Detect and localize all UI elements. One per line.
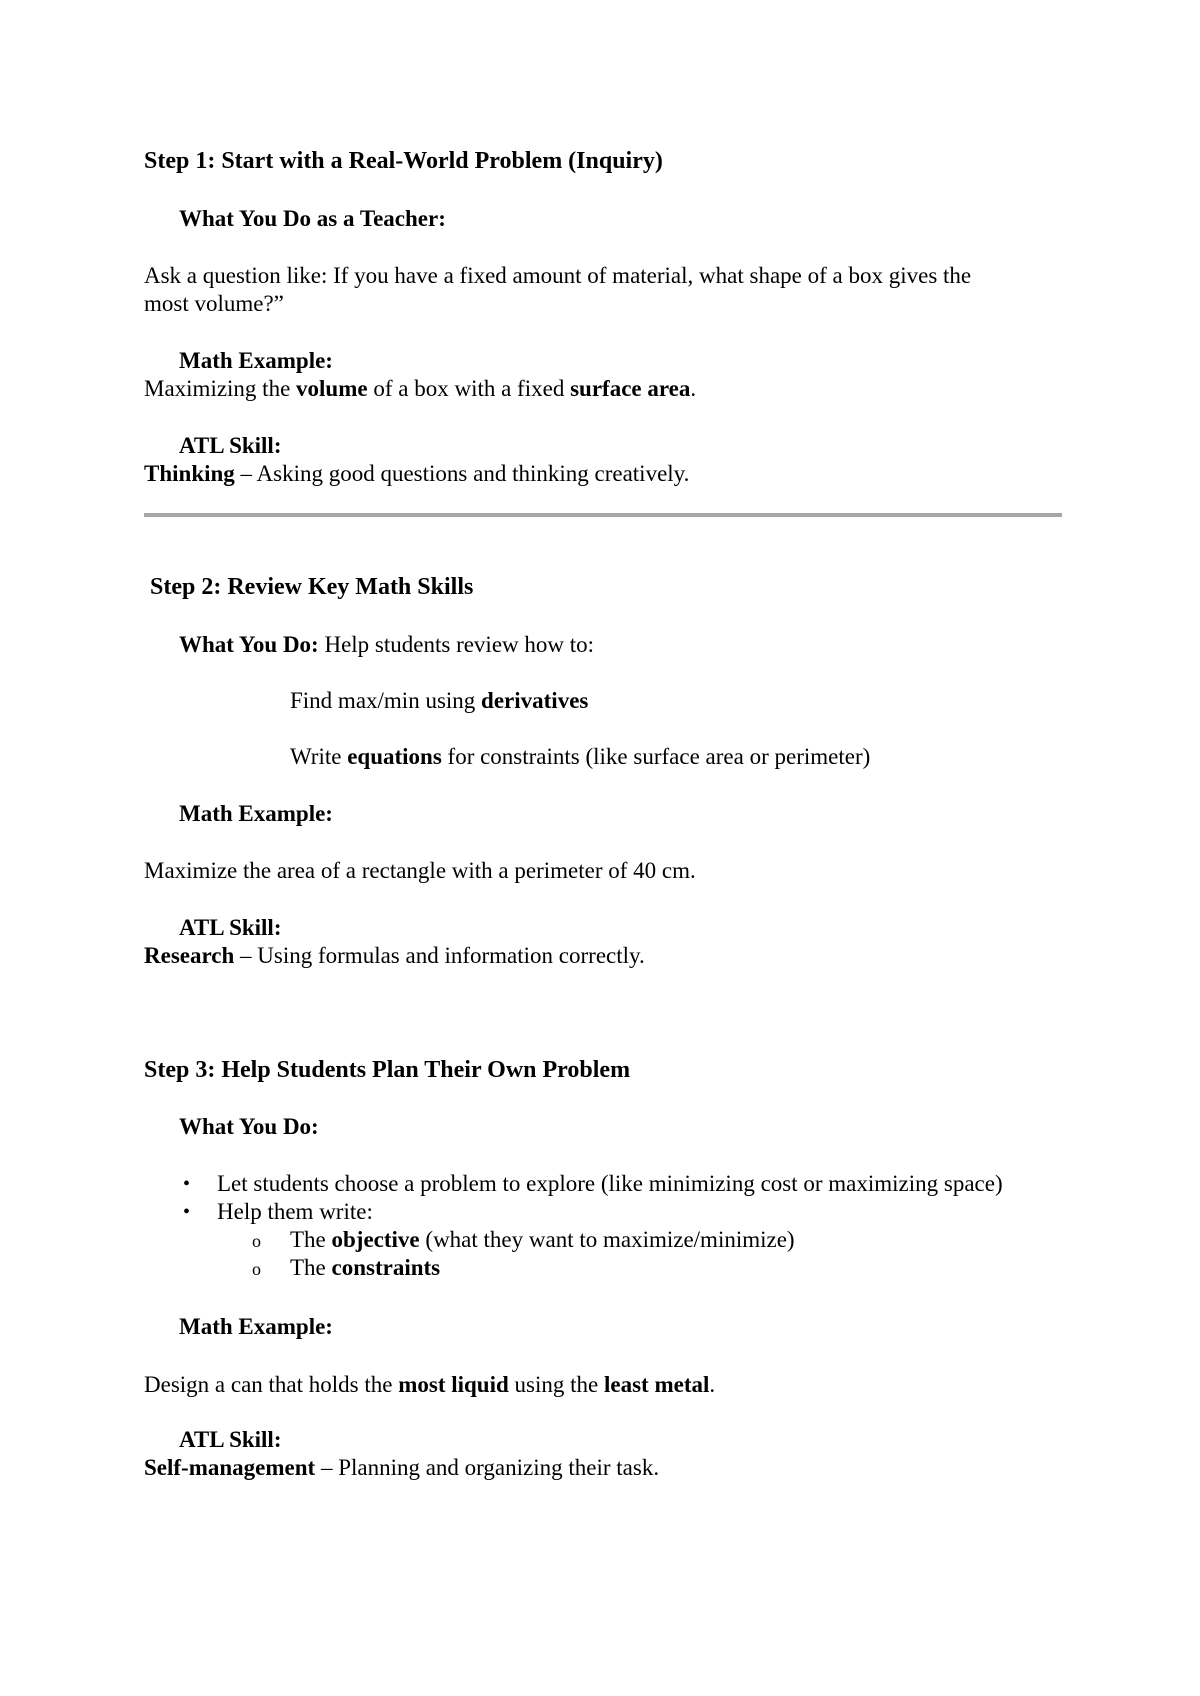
step2-what-label: What You Do: <box>179 632 319 657</box>
step2-item1-pre: Find max/min using <box>290 688 482 713</box>
step3-math-mid: using the <box>508 1372 604 1397</box>
step3-bullet-choose-problem: Let students choose a problem to explore (like minimizing cost or maximizing space) <box>217 1171 1003 1196</box>
step2-item-equations <box>290 743 870 771</box>
step2-atl-desc: – Using formulas and information correctly. <box>234 943 645 968</box>
step1-question-line1: Ask a question like: If you have a fixed amount of material, what shape of a box gives the <box>144 263 972 288</box>
bullet-marker: • <box>183 1173 191 1195</box>
step1-math-mid: of a box with a fixed <box>367 376 571 401</box>
step3-sub2-pre: The <box>290 1255 332 1280</box>
step2-item-derivatives <box>290 687 588 715</box>
step2-what-text: Help students review how to: <box>318 632 595 657</box>
step2-math-label: Math Example: <box>179 801 333 826</box>
step3-sub-objective <box>290 1226 795 1254</box>
step2-math-example: Maximize the area of a rectangle with a perimeter of 40 cm. <box>144 858 696 883</box>
bullet-marker: • <box>183 1201 191 1223</box>
step1-math-bold-volume: volume <box>296 376 368 401</box>
step3-sub1-pre: The <box>290 1227 332 1252</box>
step3-heading: Step 3: Help Students Plan Their Own Problem <box>144 1057 631 1083</box>
step1-math-example <box>144 375 696 403</box>
step1-math-bold-surface-area: surface area <box>570 376 691 401</box>
step2-what-line <box>179 631 594 659</box>
step1-atl-label: ATL Skill: <box>179 433 282 458</box>
step2-item2-post: for constraints (like surface area or perimeter) <box>441 744 871 769</box>
section-divider <box>144 513 1062 517</box>
step2-atl-skill: Research <box>144 943 235 968</box>
step2-item2-pre: Write <box>290 744 348 769</box>
step1-heading: Step 1: Start with a Real-World Problem (Inquiry) <box>144 148 663 174</box>
step2-atl-line <box>144 942 645 970</box>
step2-heading: Step 2: Review Key Math Skills <box>150 574 474 600</box>
step3-atl-label: ATL Skill: <box>179 1427 282 1452</box>
sub-bullet-marker: o <box>252 1259 261 1279</box>
step3-atl-desc: – Planning and organizing their task. <box>315 1455 660 1480</box>
step2-item1-bold: derivatives <box>481 688 589 713</box>
step1-what-label: What You Do as a Teacher: <box>179 206 446 231</box>
step3-math-label: Math Example: <box>179 1314 333 1339</box>
step3-atl-line <box>144 1454 659 1482</box>
step3-atl-skill: Self-management <box>144 1455 316 1480</box>
step1-math-post: . <box>690 376 697 401</box>
sub-bullet-marker: o <box>252 1231 261 1251</box>
step3-what-label: What You Do: <box>179 1114 319 1139</box>
step2-item2-bold: equations <box>347 744 442 769</box>
step1-atl-line <box>144 460 689 488</box>
step3-sub1-bold: objective <box>331 1227 420 1252</box>
step3-math-example <box>144 1371 715 1399</box>
step3-math-pre: Design a can that holds the <box>144 1372 399 1397</box>
step3-math-bold-most-liquid: most liquid <box>398 1372 509 1397</box>
step1-atl-skill: Thinking <box>144 461 235 486</box>
step1-question-line2: most volume?” <box>144 291 284 316</box>
step3-sub2-bold: constraints <box>331 1255 441 1280</box>
step3-bullet-help-write: Help them write: <box>217 1199 373 1224</box>
step3-sub-constraints <box>290 1254 440 1282</box>
step3-sub1-post: (what they want to maximize/minimize) <box>419 1227 795 1252</box>
step1-atl-desc: – Asking good questions and thinking creatively. <box>234 461 690 486</box>
step1-math-pre: Maximizing the <box>144 376 297 401</box>
step3-math-bold-least-metal: least metal <box>604 1372 710 1397</box>
step2-atl-label: ATL Skill: <box>179 915 282 940</box>
step1-math-label: Math Example: <box>179 348 333 373</box>
step3-math-post: . <box>709 1372 716 1397</box>
